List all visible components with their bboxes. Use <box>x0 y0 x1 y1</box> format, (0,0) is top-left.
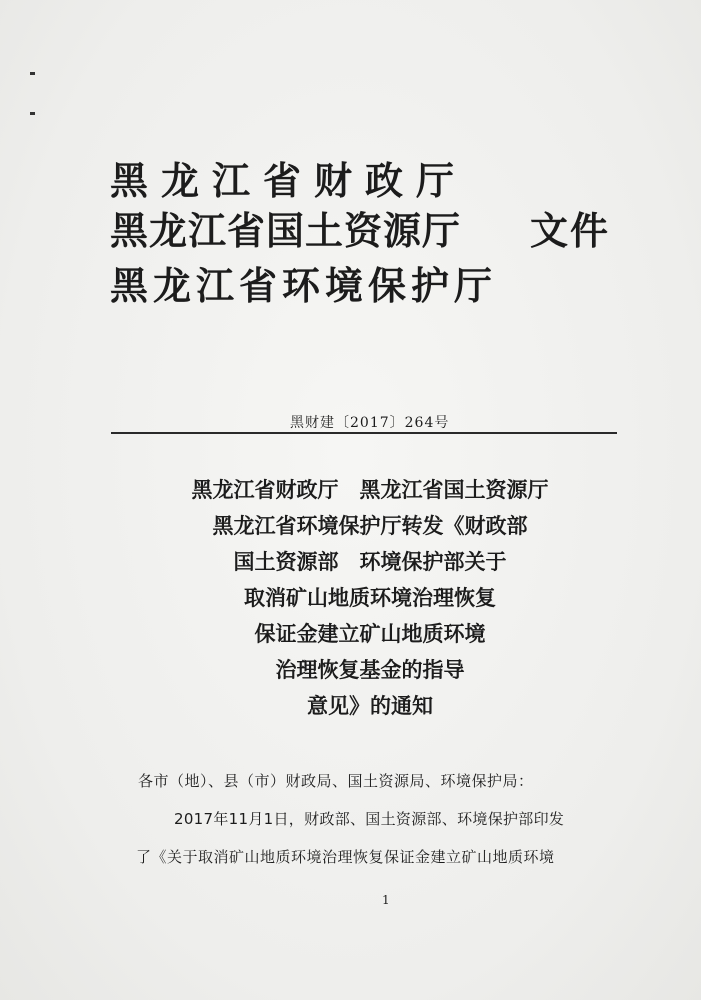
issuer-name: 黑龙江省财政厅 <box>110 158 468 203</box>
title-line: 治理恢复基金的指导 <box>275 658 465 682</box>
page-number: 1 <box>382 893 390 907</box>
document-number: 黑财建〔2017〕264号 <box>290 415 450 431</box>
document-title <box>100 472 640 724</box>
title-line: 取消矿山地质环境治理恢复 <box>244 586 496 610</box>
title-line: 国土资源部 环境保护部关于 <box>233 550 507 574</box>
document-body <box>138 762 648 876</box>
scan-mark <box>30 112 35 115</box>
issuer-name: 黑龙江省环境保护厅 <box>110 263 498 308</box>
title-line: 黑龙江省财政厅 黑龙江省国土资源厅 <box>191 478 549 502</box>
title-line: 黑龙江省环境保护厅转发《财政部 <box>212 514 528 538</box>
title-line: 保证金建立矿山地质环境 <box>254 622 486 646</box>
salutation: 各市（地）、县（市）财政局、国土资源局、环境保护局： <box>138 772 534 790</box>
scan-mark <box>30 72 35 75</box>
body-paragraph-line: 2017年11月1日，财政部、国土资源部、环境保护部印发 <box>174 810 565 828</box>
title-line: 意见》的通知 <box>307 694 433 718</box>
header-rule <box>111 432 617 434</box>
document-label: 文件 <box>530 208 611 253</box>
body-paragraph-line: 了《关于取消矿山地质环境治理恢复保证金建立矿山地质环境 <box>136 848 555 866</box>
issuer-header <box>110 140 630 320</box>
issuer-name: 黑龙江省国土资源厅 <box>110 208 462 253</box>
